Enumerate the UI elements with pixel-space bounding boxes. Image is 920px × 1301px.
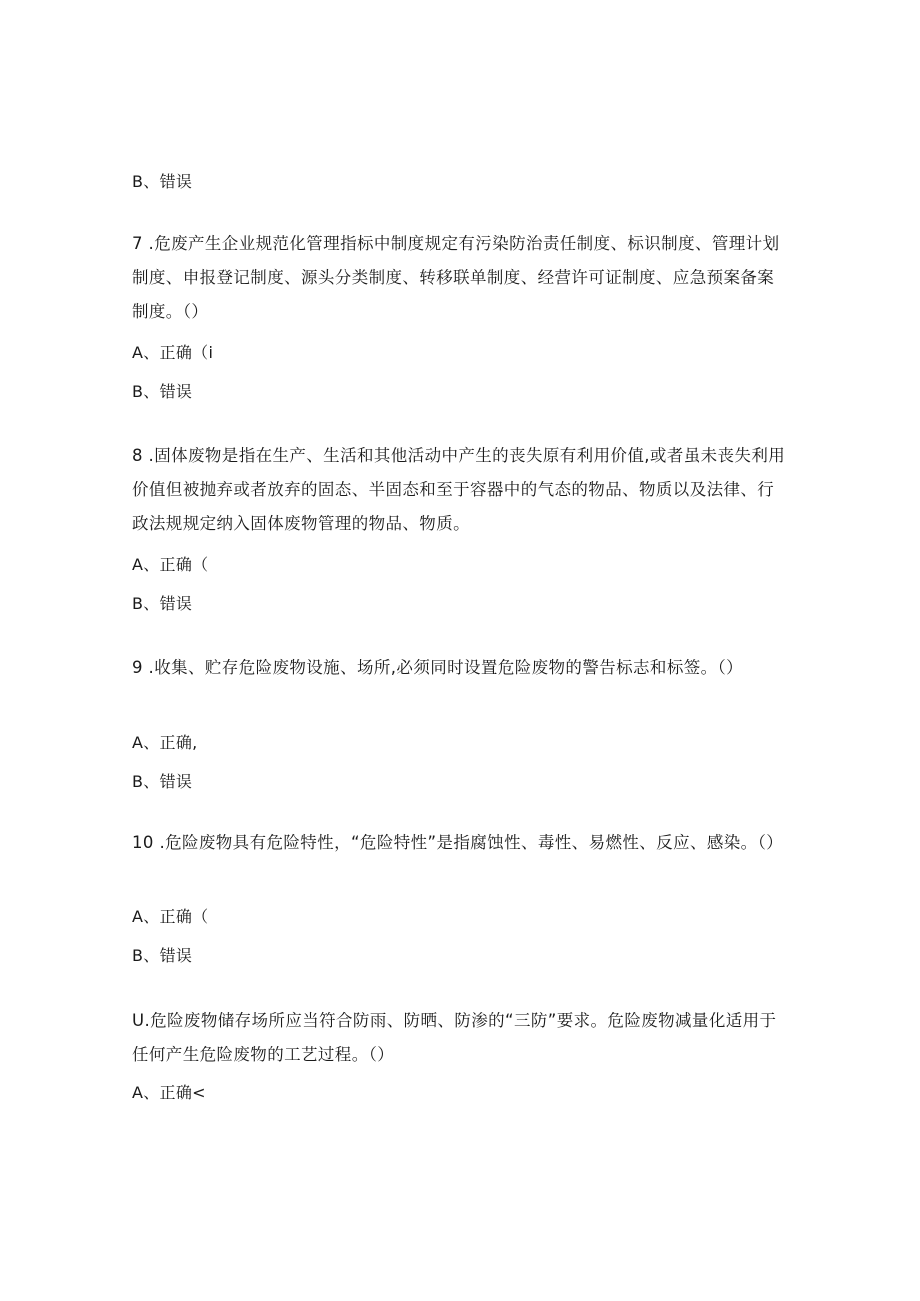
- option-b-previous: B、错误: [132, 172, 193, 191]
- question-8: 8 .固体废物是指在生产、生活和其他活动中产生的丧失原有利用价值,或者虽未丧失利用价值但被抛弃或者放弃的固态、半固态和至于容器中的气态的物品、物质以及法律、行政法规规定纳入固体废物管理的物品、物质。: [132, 446, 786, 533]
- question-10: 10 .危险废物具有危险特性，“危险特性”是指腐蚀性、毒性、易燃性、反应、感染。（）: [132, 833, 784, 852]
- question-9: 9 .收集、贮存危险废物设施、场所,必须同时设置危险废物的警告标志和标签。（）: [132, 658, 744, 677]
- question-11: U.危险废物储存场所应当符合防雨、防晒、防渗的“三防”要求。危险废物减量化适用于任何产生危险废物的工艺过程。（）: [132, 1011, 777, 1064]
- question-10-option-b: B、错误: [132, 946, 193, 965]
- question-8-option-a: A、正确（: [132, 555, 209, 574]
- question-7-option-b: B、错误: [132, 382, 193, 401]
- question-9-option-a: A、正确,: [132, 733, 198, 752]
- question-7-option-a: A、正确（i: [132, 343, 214, 362]
- question-9-option-b: B、错误: [132, 772, 193, 791]
- question-7: 7 .危废产生企业规范化管理指标中制度规定有污染防治责任制度、标识制度、管理计划制度、申报登记制度、源头分类制度、转移联单制度、经营许可证制度、应急预案备案制度。（）: [132, 234, 780, 321]
- question-11-option-a: A、正确<: [132, 1083, 206, 1102]
- question-10-option-a: A、正确（: [132, 907, 209, 926]
- question-8-option-b: B、错误: [132, 594, 193, 613]
